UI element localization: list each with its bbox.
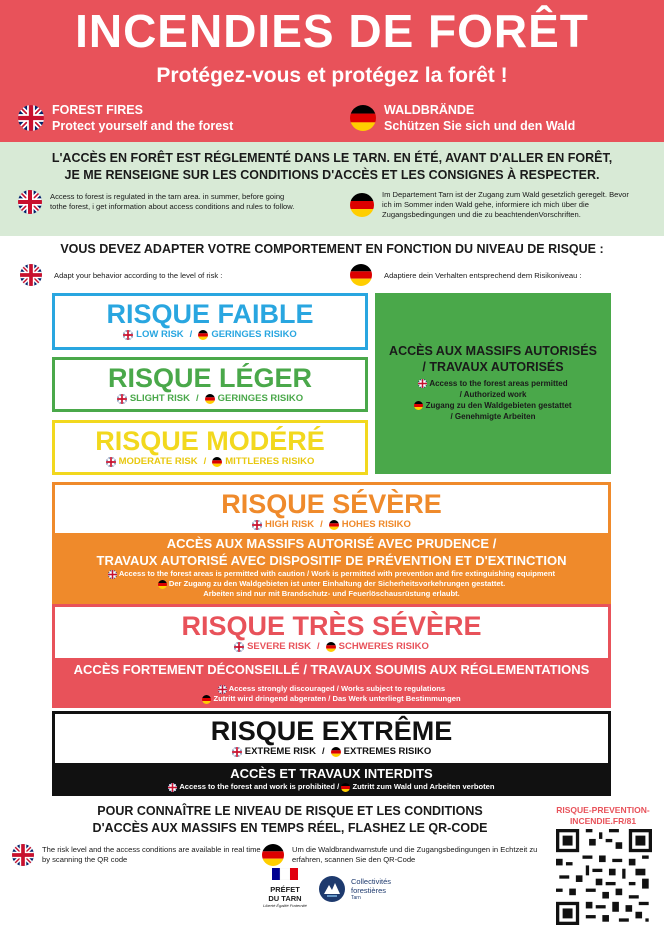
header-de-line1: WALDBRÄNDE xyxy=(384,103,475,117)
caution-line2: TRAVAUX AUTORISÉ AVEC DISPOSITIF DE PRÉVENTION ET D'EXTINCTION xyxy=(96,553,567,568)
header-en xyxy=(18,102,233,134)
german-flag-icon xyxy=(202,695,211,704)
authorized-line2: / TRAVAUX AUTORISÉS xyxy=(422,360,564,374)
header-de-line2: Schützen Sie sich und den Wald xyxy=(384,119,576,133)
footer-en xyxy=(12,844,267,866)
uk-flag-icon xyxy=(18,190,42,214)
header-en-line1: FOREST FIRES xyxy=(52,103,143,117)
discouraged-de: Zutritt wird dringend abgeraten / Das Werk unterliegt Bestimmungen xyxy=(213,694,461,703)
german-flag-icon xyxy=(329,520,339,530)
uk-flag-icon xyxy=(218,685,227,694)
risk-extreme-de: EXTREMES RISIKO xyxy=(343,746,432,757)
header-en-line2: Protect yourself and the forest xyxy=(52,119,234,133)
footer-en-text: The risk level and the access conditions are available in real time by scanning the QR code xyxy=(42,845,261,864)
footer-line2: D'ACCÈS AUX MASSIFS EN TEMPS RÉEL, FLASHEZ LE QR-CODE xyxy=(92,821,488,835)
german-flag-icon xyxy=(350,264,372,286)
access-line1: L'ACCÈS EN FORÊT EST RÉGLEMENTÉ DANS LE TARN. EN ÉTÉ, AVANT D'ALLER EN FORÊT, xyxy=(51,151,613,165)
uk-flag-icon xyxy=(117,394,127,404)
caution-de1: Der Zugang zu den Waldgebieten ist unter Einhaltung der Sicherheitsvorkehrungen gestattet. xyxy=(168,579,506,588)
risk-severe-title: RISQUE TRÈS SÉVÈRE xyxy=(181,611,482,641)
authorized-en1: Access to the forest areas permitted xyxy=(429,379,568,388)
access-de-text: Im Departement Tarn ist der Zugang zum Wald gesetzlich geregelt. Bevor ich im Sommer inden Wald gehe, informiere ich mich über die Zugangsbedingungen und die zu beachtendenVorschriften. xyxy=(382,190,629,219)
risk-extreme-title: RISQUE EXTRÊME xyxy=(210,716,453,746)
uk-flag-icon xyxy=(106,457,116,467)
qr-url[interactable] xyxy=(548,805,658,827)
risk-slight-box: RISQUE LÉGER SLIGHT RISK / GERINGES RISIKO xyxy=(52,357,368,412)
risk-low-title: RISQUE FAIBLE xyxy=(106,299,314,329)
german-flag-icon xyxy=(158,580,167,589)
uk-flag-icon xyxy=(252,520,262,530)
risk-extreme-box: RISQUE EXTRÊME EXTREME RISK / EXTREMES RISIKO xyxy=(52,711,611,796)
uk-flag-icon xyxy=(123,330,133,340)
risk-high-de: HOHES RISIKO xyxy=(341,519,411,530)
caution-band xyxy=(52,533,611,601)
forbidden-de: Zutritt zum Wald und Arbeiten verboten xyxy=(352,782,495,791)
uk-flag-icon xyxy=(234,642,244,652)
forbidden-band xyxy=(52,763,611,794)
forbidden-en: Access to the forest and work is prohibited / xyxy=(179,782,340,791)
risk-severe-box: RISQUE TRÈS SÉVÈRE SEVERE RISK / SCHWERES RISIKO xyxy=(52,604,611,708)
uk-flag-icon xyxy=(168,783,177,792)
german-flag-icon xyxy=(341,783,350,792)
german-flag-icon xyxy=(350,193,374,217)
access-de xyxy=(350,190,637,220)
discouraged-en: Access strongly discouraged / Works subject to regulations xyxy=(228,684,446,693)
risk-moderate-box: RISQUE MODÉRÉ MODERATE RISK / MITTLERES RISIKO xyxy=(52,420,368,475)
authorized-line1: ACCÈS AUX MASSIFS AUTORISÉS xyxy=(389,344,597,358)
tree-mountain-logo-icon xyxy=(318,875,346,903)
risk-severe-en: SEVERE RISK xyxy=(247,641,311,652)
german-flag-icon xyxy=(331,747,341,757)
german-flag-icon xyxy=(326,642,336,652)
risk-severe-de: SCHWERES RISIKO xyxy=(338,641,429,652)
german-flag-icon xyxy=(414,401,423,410)
uk-flag-icon xyxy=(232,747,242,757)
adapt-en xyxy=(20,264,222,286)
marianne-logo-icon xyxy=(272,868,298,880)
risk-low-de: GERINGES RISIKO xyxy=(211,329,297,340)
footer-de xyxy=(262,844,542,866)
qr-url-line1: RISQUE-PREVENTION- xyxy=(556,805,650,815)
risk-high-en: HIGH RISK xyxy=(265,519,315,530)
risk-slight-en: SLIGHT RISK xyxy=(129,393,190,404)
risk-low-box: RISQUE FAIBLE LOW RISK / GERINGES RISIKO xyxy=(52,293,368,350)
authorized-de1: Zugang zu den Waldgebieten gestattet xyxy=(425,401,572,410)
access-en xyxy=(18,190,300,214)
prefet-line1: PRÉFET xyxy=(270,885,300,894)
collect-line3: Tarn xyxy=(351,895,361,901)
prefet-line2: DU TARN xyxy=(268,894,302,903)
header-de xyxy=(350,102,575,134)
access-en-text: Access to forest is regulated in the tarn area. in summer, before going tothe forest, i get information about access conditions and rules to follow. xyxy=(50,192,295,211)
german-flag-icon xyxy=(262,844,284,866)
discouraged-line1: ACCÈS FORTEMENT DÉCONSEILLÉ / TRAVAUX SOUMIS AUX RÉGLEMENTATIONS xyxy=(73,662,590,677)
footer-title xyxy=(40,803,540,837)
risk-moderate-title: RISQUE MODÉRÉ xyxy=(95,426,325,456)
authorized-de2: / Genehmigte Arbeiten xyxy=(450,412,536,421)
page-subtitle: Protégez-vous et protégez la forêt ! xyxy=(156,64,508,87)
qr-code[interactable] xyxy=(556,829,652,925)
adapt-title: VOUS DEVEZ ADAPTER VOTRE COMPORTEMENT EN FONCTION DU NIVEAU DE RISQUE : xyxy=(60,242,604,256)
prefet-motto: Liberté Égalité Fraternité xyxy=(263,903,307,908)
german-flag-icon xyxy=(205,394,215,404)
header-banner xyxy=(0,0,664,142)
authorized-en2: / Authorized work xyxy=(459,390,527,399)
discouraged-band xyxy=(52,658,611,706)
adapt-de xyxy=(350,264,582,286)
caution-en: Access to the forest areas is permitted with caution / Work is permitted with prevention and fire extinguishing equipment xyxy=(118,569,555,578)
german-flag-icon xyxy=(212,457,222,467)
access-line2: JE ME RENSEIGNE SUR LES CONDITIONS D'ACCÈS ET LES CONSIGNES À RESPECTER. xyxy=(64,168,600,182)
uk-flag-icon xyxy=(20,264,42,286)
caution-de2: Arbeiten sind nur mit Brandschutz- und Feuerlöschausrüstung erlaubt. xyxy=(203,589,460,598)
uk-flag-icon xyxy=(18,105,44,131)
risk-slight-de: GERINGES RISIKO xyxy=(217,393,304,404)
uk-flag-icon xyxy=(12,844,34,866)
collectivites-logo xyxy=(318,875,391,903)
footer-line1: POUR CONNAÎTRE LE NIVEAU DE RISQUE ET LES CONDITIONS xyxy=(97,804,483,818)
collect-line1: Collectivités xyxy=(351,877,392,886)
risk-low-en: LOW RISK xyxy=(136,329,184,340)
authorized-panel xyxy=(375,293,611,474)
uk-flag-icon xyxy=(108,570,117,579)
german-flag-icon xyxy=(198,330,208,340)
risk-extreme-en: EXTREME RISK xyxy=(244,746,316,757)
adapt-de-text: Adaptiere dein Verhalten entsprechend dem Risikoniveau : xyxy=(384,270,582,280)
uk-flag-icon xyxy=(418,379,427,388)
risk-moderate-en: MODERATE RISK xyxy=(118,456,198,467)
access-regulation-band xyxy=(0,142,664,236)
forbidden-line1: ACCÈS ET TRAVAUX INTERDITS xyxy=(230,766,433,781)
prefet-logo xyxy=(260,867,310,908)
risk-high-box: RISQUE SÉVÈRE HIGH RISK / HOHES RISIKO xyxy=(52,482,611,604)
footer-de-text: Um die Waldbrandwarnstufe und die Zugangsbedingungen in Echtzeit zu erfahren, scannen Sie den QR-Code xyxy=(292,845,538,864)
qr-url-line2: INCENDIE.FR/81 xyxy=(569,816,637,826)
adapt-en-text: Adapt your behavior according to the level of risk : xyxy=(54,270,223,280)
risk-high-title: RISQUE SÉVÈRE xyxy=(221,489,442,519)
german-flag-icon xyxy=(350,105,376,131)
caution-line1: ACCÈS AUX MASSIFS AUTORISÉ AVEC PRUDENCE / xyxy=(166,536,497,551)
page-title: INCENDIES DE FORÊT xyxy=(75,5,589,57)
risk-moderate-de: MITTLERES RISIKO xyxy=(225,456,315,467)
collect-line2: forestières xyxy=(351,886,387,895)
risk-slight-title: RISQUE LÉGER xyxy=(107,363,313,393)
